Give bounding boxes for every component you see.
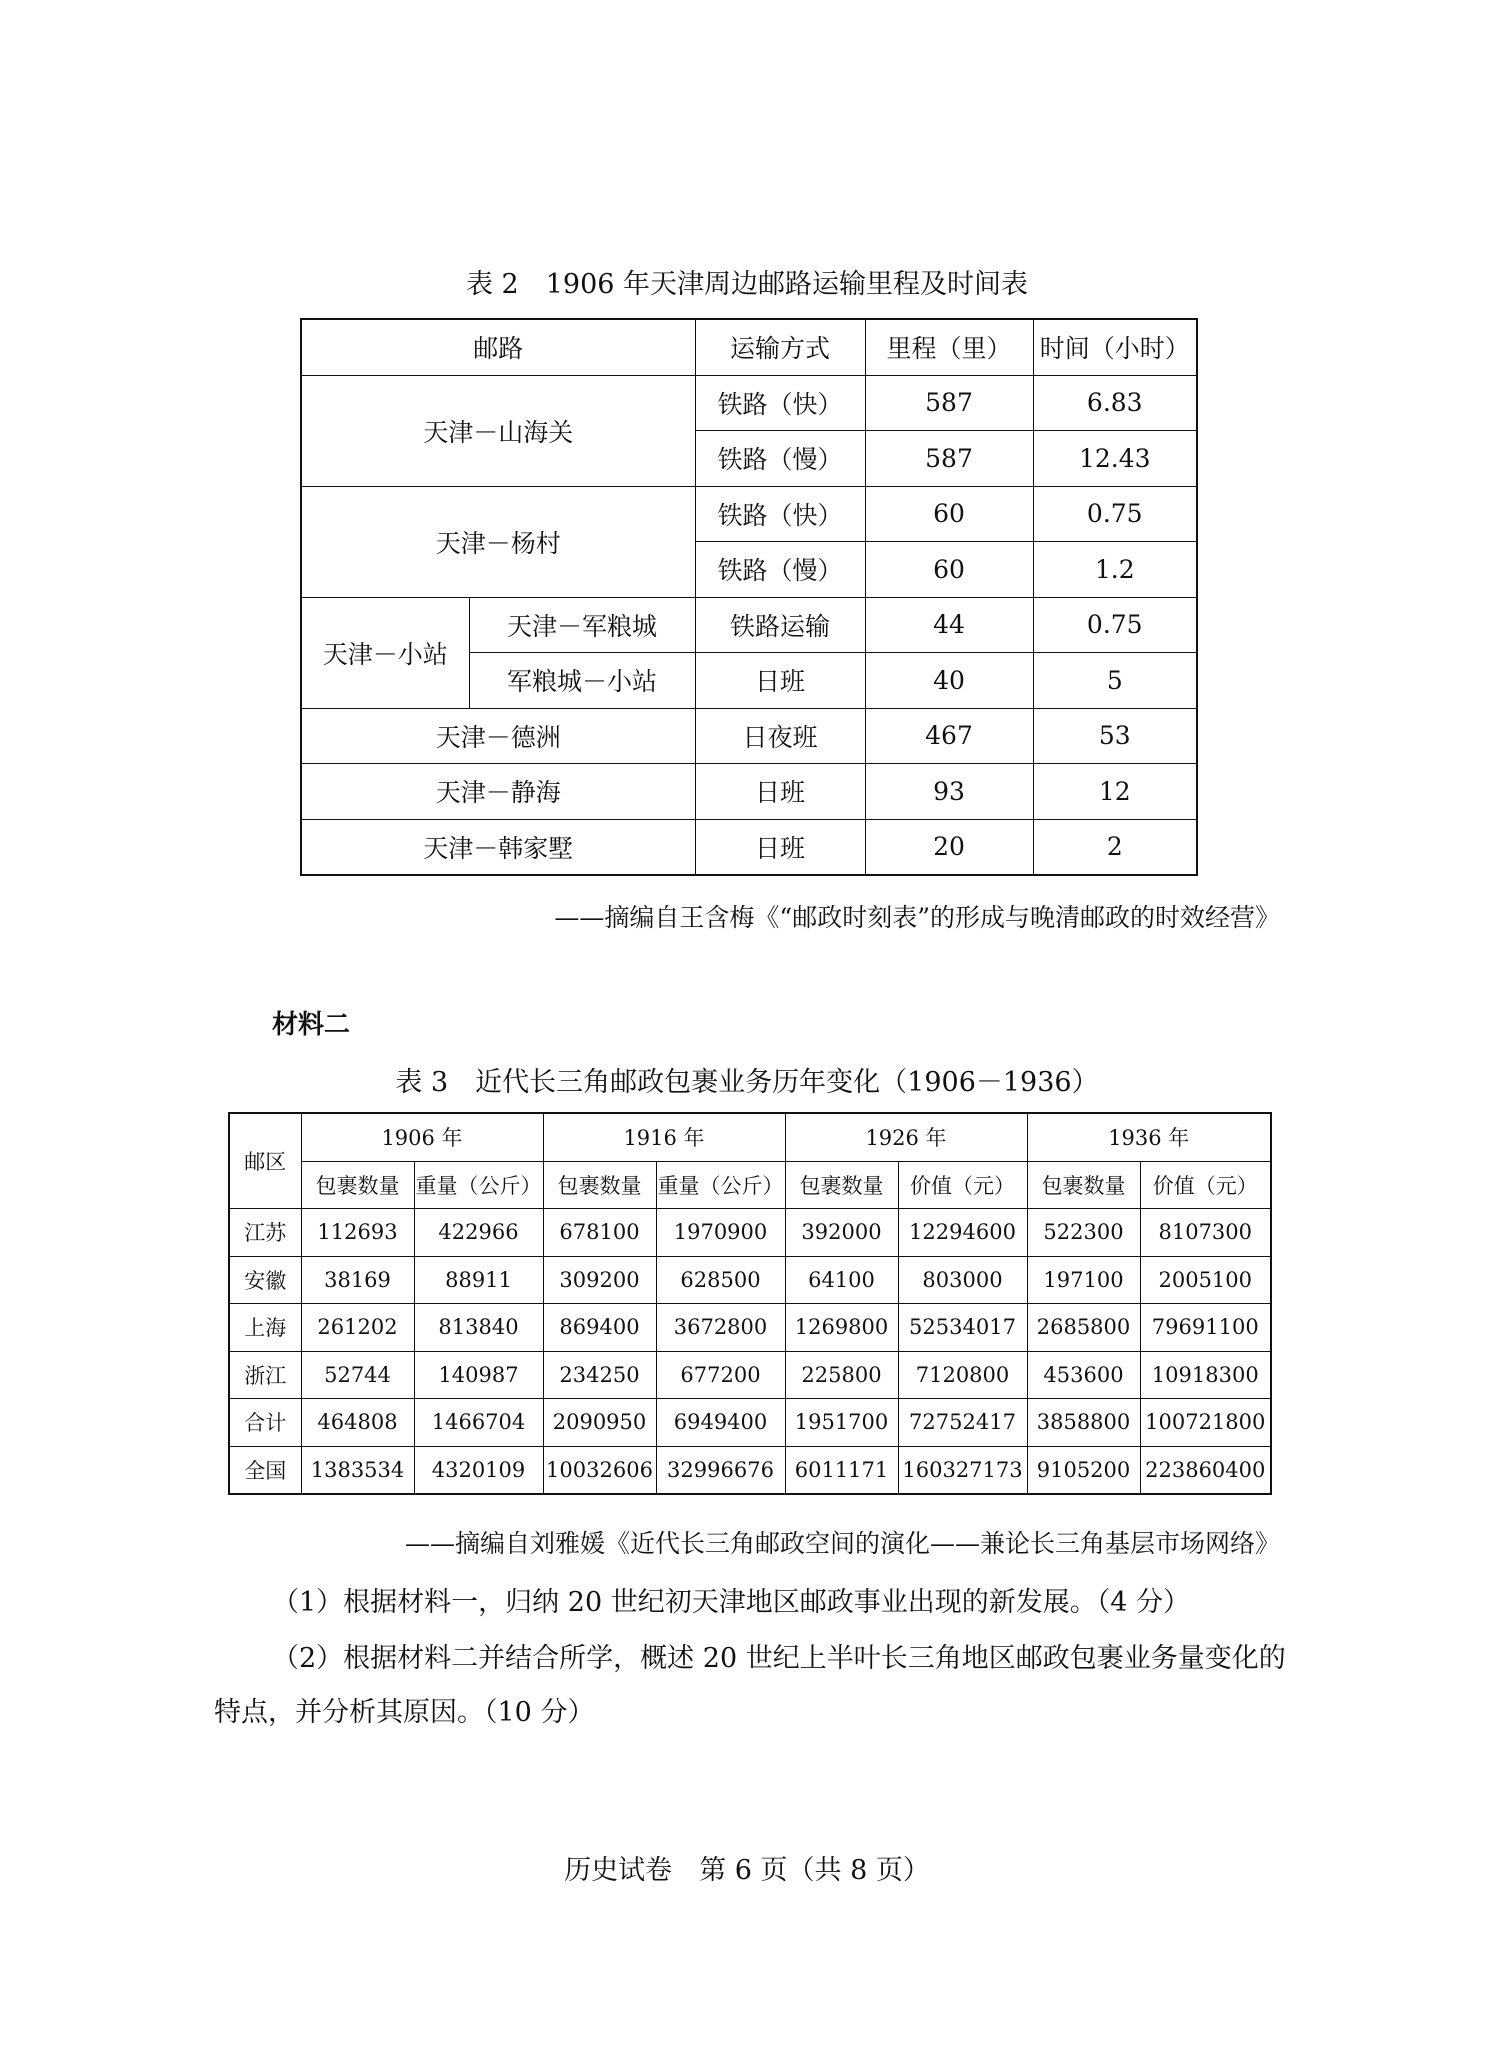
region-cell: 安徽	[229, 1256, 301, 1304]
value-cell: 677200	[656, 1351, 785, 1399]
table-row	[301, 375, 1197, 431]
mode-cell: 铁路（慢）	[695, 542, 865, 598]
value-cell: 225800	[785, 1351, 898, 1399]
route-cell: 天津－德洲	[301, 708, 695, 764]
value-cell: 678100	[543, 1209, 656, 1257]
mode-cell: 日夜班	[695, 708, 865, 764]
table3-year-header: 1916 年	[543, 1113, 785, 1161]
region-cell: 全国	[229, 1446, 301, 1494]
table3-body	[229, 1209, 1271, 1495]
value-cell: 52744	[301, 1351, 414, 1399]
mode-cell: 铁路（快）	[695, 375, 865, 431]
table2	[300, 318, 1198, 876]
value-cell: 1383534	[301, 1446, 414, 1494]
distance-cell: 60	[865, 486, 1033, 542]
table-row	[229, 1399, 1271, 1447]
value-cell: 38169	[301, 1256, 414, 1304]
time-cell: 5	[1033, 653, 1197, 709]
distance-cell: 587	[865, 431, 1033, 487]
value-cell: 803000	[898, 1256, 1027, 1304]
table3-subheader: 价值（元）	[898, 1161, 1027, 1209]
value-cell: 64100	[785, 1256, 898, 1304]
value-cell: 813840	[414, 1304, 543, 1352]
table2-header-row	[301, 319, 1197, 375]
route-cell: 天津－静海	[301, 764, 695, 820]
time-cell: 1.2	[1033, 542, 1197, 598]
value-cell: 100721800	[1140, 1399, 1271, 1447]
table-row	[301, 764, 1197, 820]
value-cell: 453600	[1027, 1351, 1140, 1399]
mode-cell: 日班	[695, 764, 865, 820]
table2-header-mode: 运输方式	[695, 319, 865, 375]
region-cell: 上海	[229, 1304, 301, 1352]
value-cell: 309200	[543, 1256, 656, 1304]
value-cell: 10918300	[1140, 1351, 1271, 1399]
value-cell: 1951700	[785, 1399, 898, 1447]
value-cell: 261202	[301, 1304, 414, 1352]
value-cell: 223860400	[1140, 1446, 1271, 1494]
table3-year-header: 1936 年	[1027, 1113, 1271, 1161]
table3-header-region: 邮区	[229, 1113, 301, 1209]
value-cell: 869400	[543, 1304, 656, 1352]
table3-subheader: 重量（公斤）	[414, 1161, 543, 1209]
table-row	[229, 1351, 1271, 1399]
value-cell: 79691100	[1140, 1304, 1271, 1352]
value-cell: 522300	[1027, 1209, 1140, 1257]
distance-cell: 20	[865, 819, 1033, 875]
value-cell: 7120800	[898, 1351, 1027, 1399]
table-row	[229, 1209, 1271, 1257]
value-cell: 464808	[301, 1399, 414, 1447]
table3-subheader: 包裹数量	[1027, 1161, 1140, 1209]
value-cell: 392000	[785, 1209, 898, 1257]
distance-cell: 93	[865, 764, 1033, 820]
table3-caption: 表 3 近代长三角邮政包裹业务历年变化（1906－1936）	[395, 1067, 1099, 1098]
value-cell: 4320109	[414, 1446, 543, 1494]
value-cell: 112693	[301, 1209, 414, 1257]
value-cell: 2090950	[543, 1399, 656, 1447]
mode-cell: 日班	[695, 819, 865, 875]
distance-cell: 60	[865, 542, 1033, 598]
value-cell: 10032606	[543, 1446, 656, 1494]
mode-cell: 铁路运输	[695, 597, 865, 653]
time-cell: 2	[1033, 819, 1197, 875]
table3-subheader: 包裹数量	[543, 1161, 656, 1209]
time-cell: 0.75	[1033, 486, 1197, 542]
value-cell: 422966	[414, 1209, 543, 1257]
value-cell: 1269800	[785, 1304, 898, 1352]
table2-header-time: 时间（小时）	[1033, 319, 1197, 375]
mode-cell: 铁路（慢）	[695, 431, 865, 487]
table2-header-route: 邮路	[301, 319, 695, 375]
value-cell: 6949400	[656, 1399, 785, 1447]
table-row	[301, 708, 1197, 764]
region-cell: 合计	[229, 1399, 301, 1447]
value-cell: 9105200	[1027, 1446, 1140, 1494]
table3-subheader: 包裹数量	[785, 1161, 898, 1209]
route-cell: 天津－小站	[301, 597, 469, 708]
table2-header-distance: 里程（里）	[865, 319, 1033, 375]
question-2-line1: （2）根据材料二并结合所学，概述 20 世纪上半叶长三角地区邮政包裹业务量变化的	[272, 1643, 1286, 1674]
table3-year-header: 1926 年	[785, 1113, 1027, 1161]
table-row	[301, 486, 1197, 542]
table3-subheader: 包裹数量	[301, 1161, 414, 1209]
value-cell: 8107300	[1140, 1209, 1271, 1257]
value-cell: 160327173	[898, 1446, 1027, 1494]
value-cell: 1466704	[414, 1399, 543, 1447]
table3	[228, 1112, 1272, 1495]
value-cell: 628500	[656, 1256, 785, 1304]
time-cell: 53	[1033, 708, 1197, 764]
subroute-cell: 军粮城－小站	[469, 653, 695, 709]
table3-source: ——摘编自刘雅媛《近代长三角邮政空间的演化——兼论长三角基层市场网络》	[404, 1529, 1280, 1558]
value-cell: 3858800	[1027, 1399, 1140, 1447]
value-cell: 140987	[414, 1351, 543, 1399]
table3-year-header: 1906 年	[301, 1113, 543, 1161]
route-cell: 天津－杨村	[301, 486, 695, 597]
value-cell: 1970900	[656, 1209, 785, 1257]
subroute-cell: 天津－军粮城	[469, 597, 695, 653]
distance-cell: 467	[865, 708, 1033, 764]
value-cell: 52534017	[898, 1304, 1027, 1352]
time-cell: 0.75	[1033, 597, 1197, 653]
route-cell: 天津－山海关	[301, 375, 695, 486]
material2-label: 材料二	[272, 1010, 351, 1040]
mode-cell: 铁路（快）	[695, 486, 865, 542]
table2-caption: 表 2 1906 年天津周边邮路运输里程及时间表	[465, 269, 1029, 300]
value-cell: 197100	[1027, 1256, 1140, 1304]
table-row	[301, 597, 1197, 653]
table-row	[229, 1256, 1271, 1304]
table-row	[229, 1304, 1271, 1352]
value-cell: 12294600	[898, 1209, 1027, 1257]
table3-subheader: 重量（公斤）	[656, 1161, 785, 1209]
region-cell: 江苏	[229, 1209, 301, 1257]
table-row	[301, 819, 1197, 875]
time-cell: 12.43	[1033, 431, 1197, 487]
route-cell: 天津－韩家墅	[301, 819, 695, 875]
page-footer: 历史试卷 第 6 页（共 8 页）	[564, 1855, 930, 1886]
time-cell: 6.83	[1033, 375, 1197, 431]
value-cell: 72752417	[898, 1399, 1027, 1447]
mode-cell: 日班	[695, 653, 865, 709]
table2-source: ——摘编自王含梅《“邮政时刻表”的形成与晚清邮政的时效经营》	[554, 903, 1280, 932]
distance-cell: 44	[865, 597, 1033, 653]
distance-cell: 40	[865, 653, 1033, 709]
table3-subheader: 价值（元）	[1140, 1161, 1271, 1209]
question-2-line2: 特点，并分析其原因。（10 分）	[214, 1697, 595, 1728]
value-cell: 6011171	[785, 1446, 898, 1494]
value-cell: 88911	[414, 1256, 543, 1304]
table3-year-row	[229, 1113, 1271, 1161]
value-cell: 2005100	[1140, 1256, 1271, 1304]
value-cell: 32996676	[656, 1446, 785, 1494]
value-cell: 2685800	[1027, 1304, 1140, 1352]
time-cell: 12	[1033, 764, 1197, 820]
region-cell: 浙江	[229, 1351, 301, 1399]
table-row	[229, 1446, 1271, 1494]
value-cell: 234250	[543, 1351, 656, 1399]
table3-subheader-row	[229, 1161, 1271, 1209]
distance-cell: 587	[865, 375, 1033, 431]
value-cell: 3672800	[656, 1304, 785, 1352]
question-1: （1）根据材料一，归纳 20 世纪初天津地区邮政事业出现的新发展。（4 分）	[272, 1587, 1190, 1618]
